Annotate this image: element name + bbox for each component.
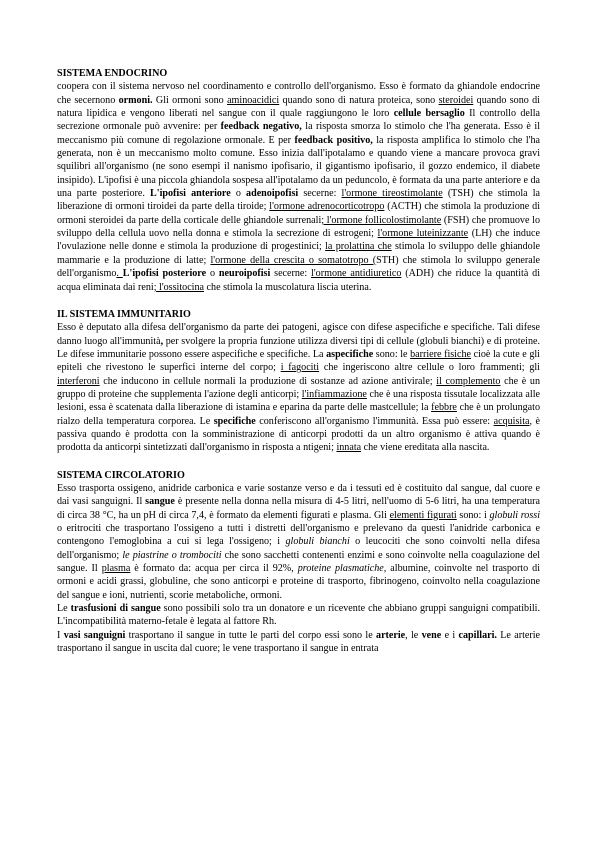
text-run: è formato da: acqua per circa il 92%, (130, 563, 298, 575)
bold-term: feedback negativo, (220, 121, 302, 133)
italic-term: globuli bianchi (285, 536, 350, 548)
text-run: Esso trasporta ossigeno, anidride carbonica e varie sostanze verso e da i tessuti ed è costituito dal sangue, dal cuore e dai vasi sanguigni. Il (57, 482, 540, 508)
text-run: conferiscono all'organismo l'immunità. Essa può essere: (255, 415, 494, 427)
text-run: Il controllo della secrezione ormonale può avvenire: per (57, 108, 540, 133)
italic-term: proteine plasmatiche, (297, 563, 387, 575)
text-run: che è una risposta tissutale localizzata alle lesioni, essa è scatenata dalla liberazione di istamina e eparina da parte delle mastcellule; la (57, 388, 541, 414)
text-run: secerne: (298, 188, 342, 200)
text-run: che è un gruppo di proteine che supplementa l'azione degli anticorpi; (57, 375, 541, 400)
text-run: cioè la cute e gli epiteli che rivestono le superfici interne del corpo; (57, 348, 540, 374)
underlined-term: il complemento (436, 375, 501, 387)
paragraph (57, 482, 540, 602)
text-run: Gli ormoni sono (152, 94, 228, 106)
underlined-term: plasma (101, 563, 131, 575)
italic-term: le piastrine o trombociti (122, 549, 222, 561)
bold-term: vene (421, 629, 442, 641)
text-run: stimola lo sviluppo delle ghiandole mammarie e la produzione di latte; (57, 241, 540, 266)
bold-term: cellule bersaglio (393, 108, 465, 120)
bold-term: adenoipofisi (246, 188, 299, 200)
text-run: (ACTH) che stimola la produzione di ormoni steroidei da parte della corticale delle ghiandole surrenali (57, 201, 540, 226)
bold-term: trasfusioni di sangue (70, 603, 161, 615)
underlined-term: l'ormone luteinizzante (377, 228, 469, 240)
text-run: la risposta smorza lo stimolo che l'ha generata. Esso è il meccanismo più comune di regolazione ormonale. E per (57, 121, 540, 146)
text-run: o (230, 188, 247, 200)
bold-term: ormoni. (118, 94, 153, 106)
text-run: che è un prolungato rialzo della temperatura corporea. Le (57, 402, 540, 427)
bold-term: vasi sanguigni (63, 629, 126, 641)
section (57, 308, 540, 455)
bold-term: L'ipofisi anteriore (150, 188, 231, 200)
underlined-term: l'ormone adrenocorticotropo (269, 201, 385, 213)
underlined-term: i fagociti (280, 362, 320, 374)
bold-term: sangue (145, 496, 175, 508)
underlined-term: l'ormone tireostimolante (341, 188, 443, 200)
underlined-term: interferoni (57, 375, 100, 387)
underlined-term: la prolattina che (325, 241, 392, 253)
text-run: Esso è deputato alla difesa dell'organismo da parte dei patogeni, agisce con difese aspecifiche e specifiche. Tali difese danno luogo all'immunità (57, 322, 540, 347)
text-run: STH) che stimola lo sviluppo generale dell'organismo (57, 254, 540, 280)
underlined-term: ; l'ormone follicolostimolante (321, 214, 442, 226)
text-run: trasportano il sangue in tutte le parti del corpo essi sono le (125, 629, 377, 641)
text-run: che viene ereditata alla nascita. (361, 442, 490, 454)
text-run: (TSH) che stimola la liberazione di ormoni tiroidei da parte della tiroide; (57, 188, 541, 213)
bold-term: , (160, 335, 164, 347)
bold-term: aspecifiche (326, 348, 374, 360)
section-title: IL SISTEMA IMMUNITARIO (57, 308, 191, 320)
text-run: , le (405, 629, 422, 641)
paragraph (57, 602, 540, 629)
text-run: o leucociti che sono coinvolti nella difesa dell'organismo; (57, 536, 541, 561)
text-run: sono: le (373, 348, 411, 360)
underlined-term: . (116, 268, 123, 280)
text-run: coopera con il sistema nervoso nel coordinamento e controllo dell'organismo. Esso è formato da ghiandole endocrine che secernono (57, 81, 540, 106)
bold-term: neuroipofisi (218, 268, 271, 280)
text-run: che ingeriscono altre cellule o loro frammenti; gli (319, 362, 540, 374)
text-run: secerne: (270, 268, 312, 280)
underlined-term: ; l'ossitocina (153, 281, 205, 293)
underlined-term: l'ormone antidiuretico (311, 268, 402, 280)
text-run: che inducono in cellule normali la produzione di sostanze ad azione antivirale; (99, 375, 437, 387)
section-title: SISTEMA ENDOCRINO (57, 68, 168, 79)
text-run: sono possibili solo tra un donatore e un ricevente che abbiano gruppi sanguigni compatibili. L'incompatibilità materno-fetale è legata al fattore Rh. (57, 603, 541, 628)
paragraph (57, 629, 540, 656)
text-run: (FSH) che promuove lo sviluppo della cellula uovo nella donna e stimola la secrezione di estrogeni; (57, 214, 540, 240)
text-run: Le arterie trasportano il sangue in uscita dal cuore; le vene trasportano il sangue in entrata (57, 629, 541, 655)
text-run: o (206, 268, 219, 280)
underlined-term: innata (336, 442, 362, 454)
document-page (57, 67, 540, 669)
text-run: albumine, coinvolte nel trasporto di ormoni e acidi grassi, globuline, che sono anticorpi e proteine di trasporto, fibrinogeno, coinvolto nella coagulazione del sangue e ioni, nutrienti, scorie metaboliche, ormoni. (57, 563, 541, 601)
bold-term: L'ipofisi posteriore (122, 268, 207, 280)
section-title: SISTEMA CIRCOLATORIO (57, 469, 185, 481)
underlined-term: barriere fisiche (410, 348, 471, 360)
underlined-term: elementi figurati (389, 509, 457, 521)
underlined-term: aminoacidici (227, 94, 280, 106)
underlined-term: acquisita (493, 415, 530, 427)
bold-term: capillari. (458, 629, 497, 641)
text-run: è presente nella donna nella misura di 4-5 litri, nell'uomo di 5-6 litri, ha una temperatura di circa 38 °C, ha un pH di circa 7,4, è formato da elementi figurati e plasma. Gli (57, 496, 540, 521)
paragraph (57, 321, 540, 454)
underlined-term: l'ormone della crescita o somatotropo ( (210, 254, 377, 266)
text-run: I (57, 629, 64, 641)
text-run: o eritrociti che trasportano l'ossigeno a tutti i distretti dell'organismo e prelevano da questi l'anidride carbonica e contengono l'emoglobina a cui si lega l'ossigeno; i (57, 523, 540, 548)
text-run: che sono sacchetti contenenti enzimi e sono coinvolte nella coagulazione del sangue. Il (57, 549, 540, 575)
text-run: , è passiva quando è prodotta con la somministrazione di anticorpi prodotti da un altro organismo è attiva quando è prodotta da anticorpi sintetizzati dall'organismo in risposta a ntigeni; (57, 415, 540, 454)
bold-term: specifiche (213, 415, 256, 427)
text-run: la risposta amplifica lo stimolo che l'ha generata, non è un meccanismo molto comune. Esso inizia dall'ipotalamo e quando viene a mancare provoca gravi squilibri all'organismo (ne sono esempi il nanismo ipofisario, il gigantismo ipofisario, il gozzo endemico, il diabete insipido). L'ipofisi è una piccola ghiandola sospesa all'ipotalamo da un peduncolo, è formata da una parte anteriore e da una parte posteriore. (57, 134, 540, 200)
text-run: quando sono di natura lipidica e vengono liberati nel sangue con il quale raggiungono le loro (57, 94, 540, 120)
bold-term: arterie (376, 629, 406, 641)
underlined-term: febbre (431, 402, 457, 414)
underlined-term: l'infiammazione (301, 388, 367, 400)
italic-term: globuli rossi (489, 509, 541, 521)
text-run: Le (57, 603, 71, 615)
text-run: (ADH) che riduce la quantità di acqua eliminata dai reni (57, 268, 541, 293)
paragraph (57, 80, 540, 294)
text-run: e i (441, 629, 459, 641)
bold-term: feedback positivo, (294, 134, 373, 146)
underlined-term: steroidei (438, 94, 474, 106)
section (57, 469, 540, 656)
text-run: (LH) che induce l'ovulazione nelle donne e stimola la produzione di progestinici; (57, 228, 540, 253)
text-run: che stimola la muscolatura liscia uterina. (204, 281, 372, 293)
text-run: quando sono di natura proteica, sono (279, 94, 439, 106)
text-run: sono: i (456, 509, 490, 521)
text-run: per svolgere la propria funzione utilizza diversi tipi di cellule (globuli bianchi) e di proteine. Le difese immunitarie possono essere aspecifiche e specifiche. La (57, 335, 540, 360)
section (57, 67, 540, 294)
